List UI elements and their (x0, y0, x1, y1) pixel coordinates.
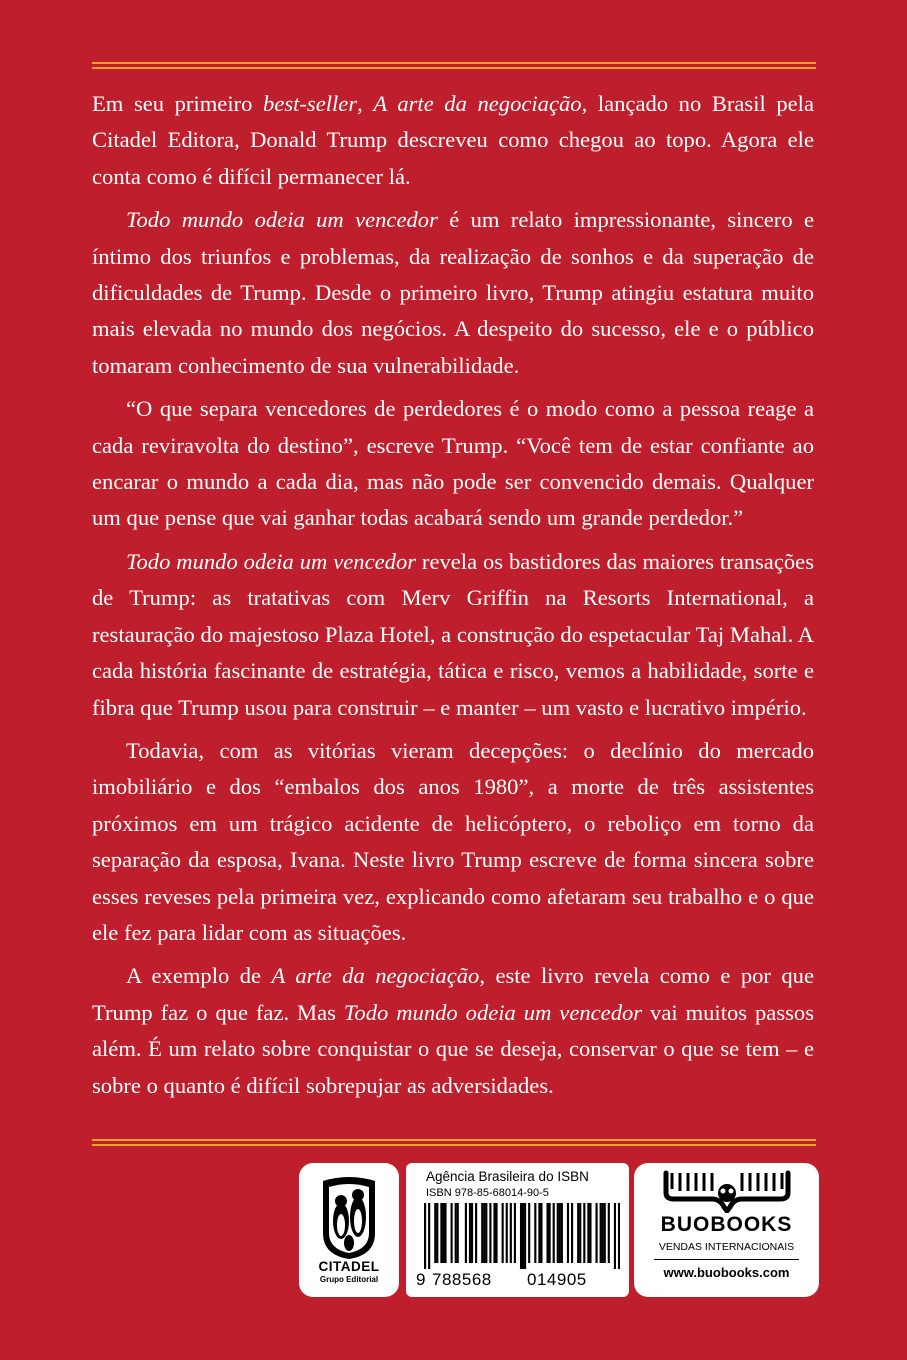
barcode-bar (559, 1203, 561, 1263)
barcode-digit-right: 014905 (527, 1270, 587, 1289)
barcode-bar (604, 1203, 606, 1263)
barcode-bar (579, 1203, 581, 1263)
barcode-bar (514, 1203, 516, 1263)
barcode-bar (608, 1203, 610, 1263)
barcode-bar (457, 1203, 459, 1263)
barcode-digit-left: 788568 (432, 1270, 492, 1289)
barcode-bar (547, 1203, 549, 1263)
blurb-paragraph: Em seu primeiro best-seller, A arte da negociação, lançado no Brasil pela Citadel Editora, Donald Trump descreveu como chegou ao topo. Agora ele conta como é difícil permanecer lá. (92, 91, 814, 189)
barcode-bar (589, 1203, 591, 1263)
italic-title: Todo mundo odeia um vencedor (126, 207, 438, 233)
blurb-paragraph: Todo mundo odeia um vencedor revela os bastidores das maiores transações de Trump: as tratativas com Merv Griffin na Resorts International, a restauração do majestoso Plaza Hotel, a construção do espetacular Taj Mahal. A cada história fascinante de estratégia, tática e risco, vemos a habilidade, sorte e fibra que Trump usou para construir – e manter – um vasto e lucrativo império. (92, 548, 814, 720)
italic-title: best-seller (263, 91, 358, 116)
barcode-bar (510, 1203, 512, 1263)
italic-title: A arte da negociação (271, 963, 480, 989)
barcode-bar (602, 1203, 604, 1263)
barcode-bar (424, 1203, 426, 1269)
barcode-bar (540, 1203, 542, 1263)
publisher-subtitle: Grupo Editorial (319, 1275, 379, 1284)
italic-title: Todo mundo odeia um vencedor (126, 548, 417, 574)
isbn-agency: Agência Brasileira do ISBN (426, 1169, 589, 1184)
barcode-bar (434, 1203, 436, 1263)
barcode-bar (567, 1203, 569, 1263)
blurb-paragraph: Todo mundo odeia um vencedor é um relato impressionante, sincero e íntimo dos triunfos e problemas, da realização de sonhos e da superação de dificuldades de Trump. Desde o primeiro livro, Trump atingiu estatura muito mais elevada no mundo dos negócios. A despeito do sucesso, ele e o público tomaram conhecimento de sua vulnerabilidade. (92, 207, 814, 378)
distributor-subtitle: VENDAS INTERNACIONAIS (658, 1241, 795, 1253)
barcode-bar (440, 1203, 442, 1263)
barcode-bar (596, 1203, 598, 1263)
publisher-name: CITADEL (318, 1259, 380, 1274)
barcode-bar (577, 1203, 579, 1263)
barcode-bar (475, 1203, 477, 1263)
blurb-paragraph: A exemplo de A arte da negociação, este livro revela como e por que Trump faz o que faz. Mas Todo mundo odeia um vencedor vai muitos passos além. É um relato sobre conquistar o que se deseja, conservar o que se tem – e sobre o quanto é difícil sobrepujar as adversidades. (92, 963, 815, 1098)
barcode-bar (483, 1203, 485, 1263)
barcode-bar (493, 1203, 495, 1263)
barcode-digit-prefix: 9 (416, 1270, 426, 1289)
italic-title: Todo mundo odeia um vencedor (343, 999, 643, 1025)
barcode-digits (416, 1270, 621, 1290)
distributor-divider (654, 1259, 799, 1260)
blurb-paragraph: Todavia, com as vitórias vieram decepções: o declínio do mercado imobiliário e dos “embalos dos anos 1980”, a morte de três assistentes próximos em um trágico acidente de helicóptero, o reboliço em torno da separação da esposa, Ivana. Neste livro Trump escreve de forma sincera sobre esses reveses pela primeira vez, explicando como afetaram seu trabalho e o que ele fez para lidar com as situações. (92, 737, 814, 945)
barcode-bar (520, 1203, 522, 1269)
bottom-gold-rule (92, 1139, 816, 1146)
barcode-bar (428, 1203, 430, 1269)
top-gold-rule (92, 62, 816, 69)
barcode-bar (528, 1203, 530, 1263)
barcode-bar (583, 1203, 585, 1263)
italic-title: A arte da negociação (373, 91, 582, 116)
barcode-bar (451, 1203, 453, 1263)
barcode-bar (534, 1203, 536, 1263)
barcode-bar (549, 1203, 551, 1263)
citadel-logo (299, 1163, 399, 1297)
barcode-bar (455, 1203, 457, 1263)
back-cover-blurb (92, 86, 814, 1111)
blurb-paragraph: “O que separa vencedores de perdedores é o modo como a pessoa reage a cada reviravolta do destino”, escreve Trump. “Você tem de estar confiante ao encarar o mundo a cada dia, mas não pode ser convencido demais. Qualquer um que pense que vai ganhar todas acabará sendo um grande perdedor.” (92, 396, 814, 531)
barcode-bar (614, 1203, 616, 1269)
barcode-bar (506, 1203, 508, 1263)
barcode-bar (571, 1203, 573, 1263)
barcode-bar (442, 1203, 444, 1263)
barcode-bar (489, 1203, 491, 1263)
barcode-bar (444, 1203, 446, 1263)
barcode-bar (600, 1203, 602, 1263)
barcode-bar (469, 1203, 471, 1263)
barcode-icon (424, 1203, 620, 1269)
barcode-bar (524, 1203, 526, 1269)
barcode-bar (561, 1203, 563, 1263)
isbn-code: ISBN 978-85-68014-90-5 (426, 1187, 549, 1199)
buobooks-logo (634, 1163, 819, 1297)
barcode-bar (538, 1203, 540, 1263)
barcode-bar (481, 1203, 483, 1263)
barcode-bar (618, 1203, 620, 1269)
barcode-bar (465, 1203, 467, 1263)
barcode-bar (553, 1203, 555, 1263)
barcode-bar (495, 1203, 497, 1263)
barcode-bar (557, 1203, 559, 1263)
isbn-barcode-box (406, 1163, 629, 1297)
penguins-icon (317, 1175, 381, 1259)
distributor-name: BUOBOOKS (660, 1213, 793, 1236)
barcode-bar (502, 1203, 504, 1263)
barcode-bar (522, 1203, 524, 1269)
distributor-url: www.buobooks.com (663, 1265, 790, 1280)
barcode-bar (587, 1203, 589, 1263)
owl-book-icon (662, 1169, 792, 1213)
barcode-bar (485, 1203, 487, 1263)
barcode-bar (436, 1203, 438, 1263)
barcode-bar (471, 1203, 473, 1263)
